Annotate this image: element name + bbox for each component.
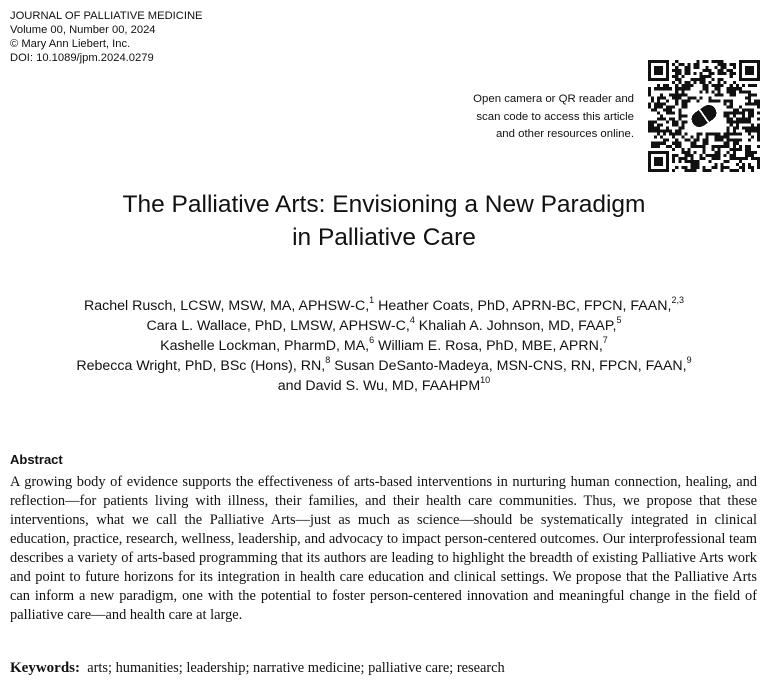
abstract-body: A growing body of evidence supports the effectiveness of arts-based interventions in nurturing human connection, healing, and reflection—for patients living with illness, their families, and their health care communities. Thus, we propose that these interventions, what we call the Palliative Arts—just as much as science—should be systematically integrated in clinical education, practice, research, wellness, leadership, and advocacy to impact person-centered outcomes. Our interprofessional team describes a variety of arts-based programming that its authors are leading to highlight the breadth of existing Palliative Arts work and point to future horizons for its integration in health care education and clinical settings. We propose that the Palliative Arts can inform a new paradigm, one with the potential to foster person-centered innovation and meaningful change in the field of palliative care—and health care at large.: [10, 474, 757, 623]
journal-doi[interactable]: DOI: 10.1089/jpm.2024.0279: [10, 52, 154, 64]
affiliation-sup: 7: [602, 335, 608, 346]
qr-instructions-line: Open camera or QR reader and: [473, 93, 634, 105]
affiliation-sup: 10: [480, 375, 491, 386]
article-title: [0, 188, 768, 254]
author-line: [0, 296, 768, 316]
affiliation-sup: 6: [369, 335, 375, 346]
keywords: [10, 659, 505, 677]
qr-instructions-line: and other resources online.: [495, 128, 634, 140]
affiliation-sup: 5: [616, 315, 622, 326]
author: Susan DeSanto-Madeya, MSN-CNS, RN, FPCN, FAAN,: [330, 358, 687, 374]
author-list: [0, 296, 768, 396]
qr-code-icon[interactable]: [648, 60, 760, 172]
author: Rachel Rusch, LCSW, MSW, MA, APHSW-C,: [84, 298, 370, 314]
author: and David S. Wu, MD, FAAHPM: [277, 378, 481, 394]
author: Kashelle Lockman, PharmD, MA,: [160, 338, 370, 354]
title-line: The Palliative Arts: Envisioning a New Paradigm: [122, 191, 646, 218]
journal-name: JOURNAL OF PALLIATIVE MEDICINE: [10, 10, 203, 22]
author-line: [0, 336, 768, 356]
title-line: in Palliative Care: [292, 224, 476, 251]
affiliation-sup: 2,3: [671, 295, 684, 306]
journal-header: [10, 9, 203, 65]
keywords-label: Keywords:: [10, 660, 80, 676]
qr-instructions-line: scan code to access this article: [476, 110, 634, 123]
affiliation-sup: 4: [409, 315, 415, 326]
author-line: [0, 376, 768, 396]
author: Khaliah A. Johnson, MD, FAAP,: [414, 318, 617, 334]
qr-instructions: [434, 91, 634, 144]
author-line: [0, 316, 768, 336]
keywords-list: arts; humanities; leadership; narrative medicine; palliative care; research: [87, 660, 505, 676]
affiliation-sup: 1: [369, 295, 375, 306]
author-line: [0, 356, 768, 376]
journal-copyright: © Mary Ann Liebert, Inc.: [10, 38, 131, 50]
journal-volume: Volume 00, Number 00, 2024: [10, 24, 156, 36]
author: Cara L. Wallace, PhD, LMSW, APHSW-C,: [146, 318, 410, 334]
affiliation-sup: 8: [325, 355, 331, 366]
author: Rebecca Wright, PhD, BSc (Hons), RN,: [76, 358, 326, 374]
author: William E. Rosa, PhD, MBE, APRN,: [374, 338, 603, 354]
author: Heather Coats, PhD, APRN-BC, FPCN, FAAN,: [374, 298, 672, 314]
abstract-heading: Abstract: [10, 452, 63, 467]
affiliation-sup: 9: [686, 355, 692, 366]
